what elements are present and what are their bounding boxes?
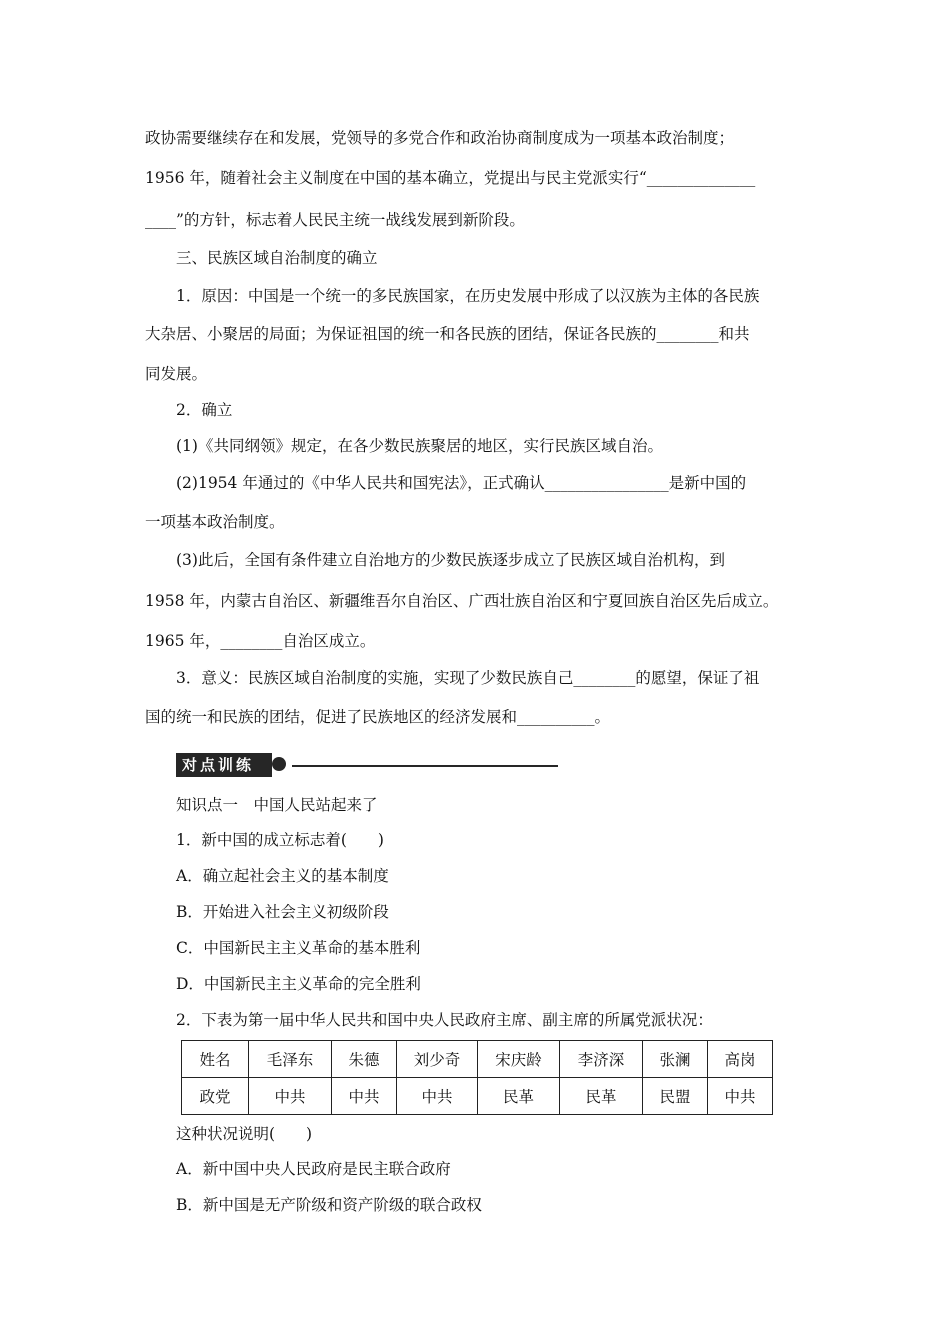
text-line: 1965 年，________自治区成立。 <box>145 632 376 650</box>
text-line: (2)1954 年通过的《中华人民共和国宪法》，正式确认________________是新中国的 <box>176 474 747 492</box>
section-heading: 三、民族区域自治制度的确立 <box>176 249 378 267</box>
option: C．中国新民主主义革命的基本胜利 <box>176 939 421 957</box>
table-cell: 毛泽东 <box>249 1041 332 1078</box>
table-cell: 刘少奇 <box>397 1041 478 1078</box>
table-cell: 民革 <box>478 1078 560 1115</box>
table-cell: 中共 <box>332 1078 397 1115</box>
text-line: 2．确立 <box>176 401 233 419</box>
question-stem: 2．下表为第一届中华人民共和国中央人民政府主席、副主席的所属党派状况： <box>176 1011 713 1029</box>
table-cell: 高岗 <box>708 1041 773 1078</box>
section-banner: 对点训练 <box>176 753 272 777</box>
text-line: 同发展。 <box>145 365 208 383</box>
text-line: 一项基本政治制度。 <box>145 513 285 531</box>
table-cell: 政党 <box>182 1078 249 1115</box>
text-line: 1958 年，内蒙古自治区、新疆维吾尔自治区、广西壮族自治区和宁夏回族自治区先后成立。 <box>145 592 779 610</box>
table-cell: 中共 <box>708 1078 773 1115</box>
question-followup: 这种状况说明( ) <box>176 1125 313 1143</box>
text-line: 国的统一和民族的团结，促进了民族地区的经济发展和__________。 <box>145 708 611 726</box>
option: A．确立起社会主义的基本制度 <box>176 867 389 885</box>
text-line: 政协需要继续存在和发展，党领导的多党合作和政治协商制度成为一项基本政治制度； <box>145 129 735 147</box>
table-row <box>182 1078 773 1115</box>
banner-divider <box>292 765 558 767</box>
bullet-icon <box>272 757 286 771</box>
table-cell: 姓名 <box>182 1041 249 1078</box>
text-line: 1．原因：中国是一个统一的多民族国家，在历史发展中形成了以汉族为主体的各民族 <box>176 287 760 305</box>
table-cell: 宋庆龄 <box>478 1041 560 1078</box>
option: A．新中国中央人民政府是民主联合政府 <box>176 1160 451 1178</box>
option: D．中国新民主主义革命的完全胜利 <box>176 975 421 993</box>
table-row <box>182 1041 773 1078</box>
text-line: ____”的方针，标志着人民民主统一战线发展到新阶段。 <box>145 211 525 229</box>
text-line: (3)此后，全国有条件建立自治地方的少数民族逐步成立了民族区域自治机构，到 <box>176 551 725 569</box>
party-table <box>181 1040 773 1115</box>
table-cell: 中共 <box>249 1078 332 1115</box>
text-line: 3．意义：民族区域自治制度的实施，实现了少数民族自己________的愿望，保证了祖 <box>176 669 760 687</box>
text-line: 大杂居、小聚居的局面；为保证祖国的统一和各民族的团结，保证各民族的________和共 <box>145 325 750 343</box>
table-cell: 民盟 <box>643 1078 708 1115</box>
table-cell: 张澜 <box>643 1041 708 1078</box>
question-stem: 1．新中国的成立标志着( ) <box>176 831 384 849</box>
table-cell: 李济深 <box>560 1041 643 1078</box>
option: B．新中国是无产阶级和资产阶级的联合政权 <box>176 1196 482 1214</box>
knowledge-point: 知识点一 中国人民站起来了 <box>176 796 378 814</box>
table-cell: 朱德 <box>332 1041 397 1078</box>
text-line: 1956 年，随着社会主义制度在中国的基本确立，党提出与民主党派实行“______________ <box>145 169 756 187</box>
table-cell: 中共 <box>397 1078 478 1115</box>
text-line: (1)《共同纲领》规定，在各少数民族聚居的地区，实行民族区域自治。 <box>176 437 663 455</box>
option: B．开始进入社会主义初级阶段 <box>176 903 389 921</box>
table-cell: 民革 <box>560 1078 643 1115</box>
